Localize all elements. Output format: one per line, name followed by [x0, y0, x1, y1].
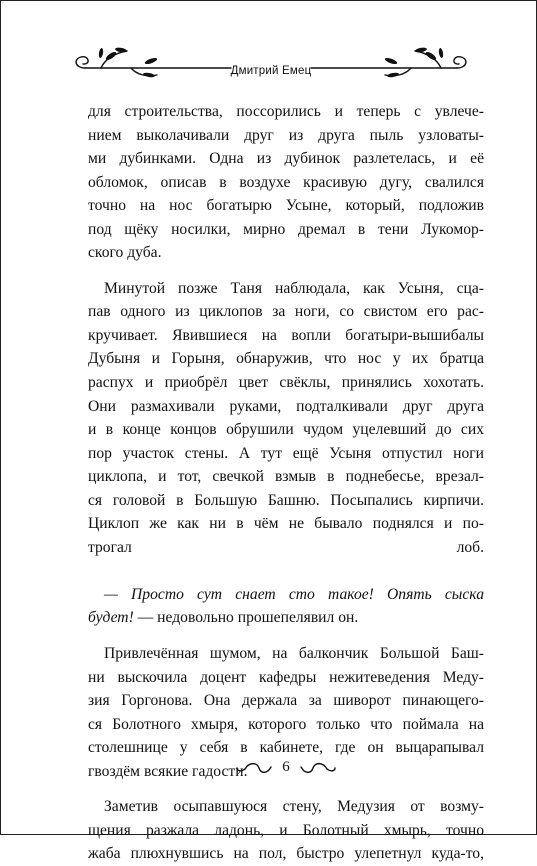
text-line: жаба плюхнувшись на пол, быстро улепетнул куда-то, [88, 845, 484, 863]
paragraph-3-dialogue [88, 583, 484, 630]
text-line: Дубыня и Горыня, обнаружив, что нос у их братца [88, 350, 484, 368]
text-line: для строительства, поссорились и теперь с увлече- [88, 103, 484, 120]
text-line: Они размахивали руками, подталкивали друг друга [88, 397, 484, 415]
text-line: щения разжала ладонь, и Болотный хмырь, точно [88, 821, 484, 839]
running-header-author: Дмитрий Емец [230, 65, 312, 77]
text-line: ми дубинками. Одна из дубинок разлетелась, и её [88, 150, 484, 168]
text-line: циклопа, и тот, свечкой взмыв в поднебесье, врезал- [88, 468, 484, 486]
paragraph-1 [88, 100, 484, 265]
text-line [88, 559, 484, 583]
text-line: Циклоп же как ни в чём не бывало поднялся и по- [88, 515, 484, 533]
dialogue-italic-text: будет! [88, 609, 134, 627]
text-line: точно на нос богатырю Усыне, который, подложив [88, 197, 484, 215]
text-line: зия Горгонова. Она держала за шиворот пинающего- [88, 692, 484, 710]
text-line: нием выколачивали друг из друга пыль узловаты- [88, 126, 484, 144]
page-number: 6 [282, 759, 290, 775]
body-text [88, 100, 484, 866]
text-line: пор участок стены. А тут ещё Усыня отпустил ноги [88, 444, 484, 462]
page-footer [231, 758, 341, 780]
text-line: обломок, описав в воздухе красивую дугу, свалился [88, 173, 484, 191]
paragraph-5 [88, 795, 484, 866]
paragraph-2 [88, 277, 484, 583]
text-line: Заметив осыпавшуюся стену, Медузия от возму- [104, 798, 484, 816]
text-line: под щёку носилки, мирно дремал в тени Лукомор- [88, 220, 484, 238]
text-line: Привлечённая шумом, на балкончик Большой Баш- [104, 645, 484, 663]
dialogue-attribution: — недовольно прошепелявил он. [133, 609, 359, 627]
running-header [71, 45, 471, 85]
text-line: ни выскочила доцент кафедры нежитеведения Меду- [88, 668, 484, 686]
text-line: пав одного из циклопов за ноги, со свистом его рас- [88, 303, 484, 321]
dialogue-line-italic: — Просто сут снает сто такое! Опять сыска [104, 585, 484, 603]
text-line: и в конце концов обрушили чудом уцелевший до сих [88, 421, 484, 439]
text-line: ся Болотного хмыря, которого только что поймала на [88, 715, 484, 733]
text-line: Минутой позже Таня наблюдала, как Усыня, сца- [104, 279, 484, 297]
text-line: ся головой в Большую Башню. Посыпались кирпичи. [88, 491, 484, 509]
text-line: распух и приобрёл цвет свёклы, принялись хохотать. [88, 374, 484, 392]
text-line: кручивает. Явившиеся на вопли богатыри-вышибалы [88, 326, 484, 344]
text-line: трогал лоб. [88, 538, 484, 556]
text-line: ского дуба. [88, 244, 162, 262]
text-line: гвоздём всякие гадости. [88, 762, 248, 780]
text-line: столешнице у себя в кабинете, где он выцарапывал [88, 739, 484, 757]
dialogue-line [88, 606, 484, 630]
